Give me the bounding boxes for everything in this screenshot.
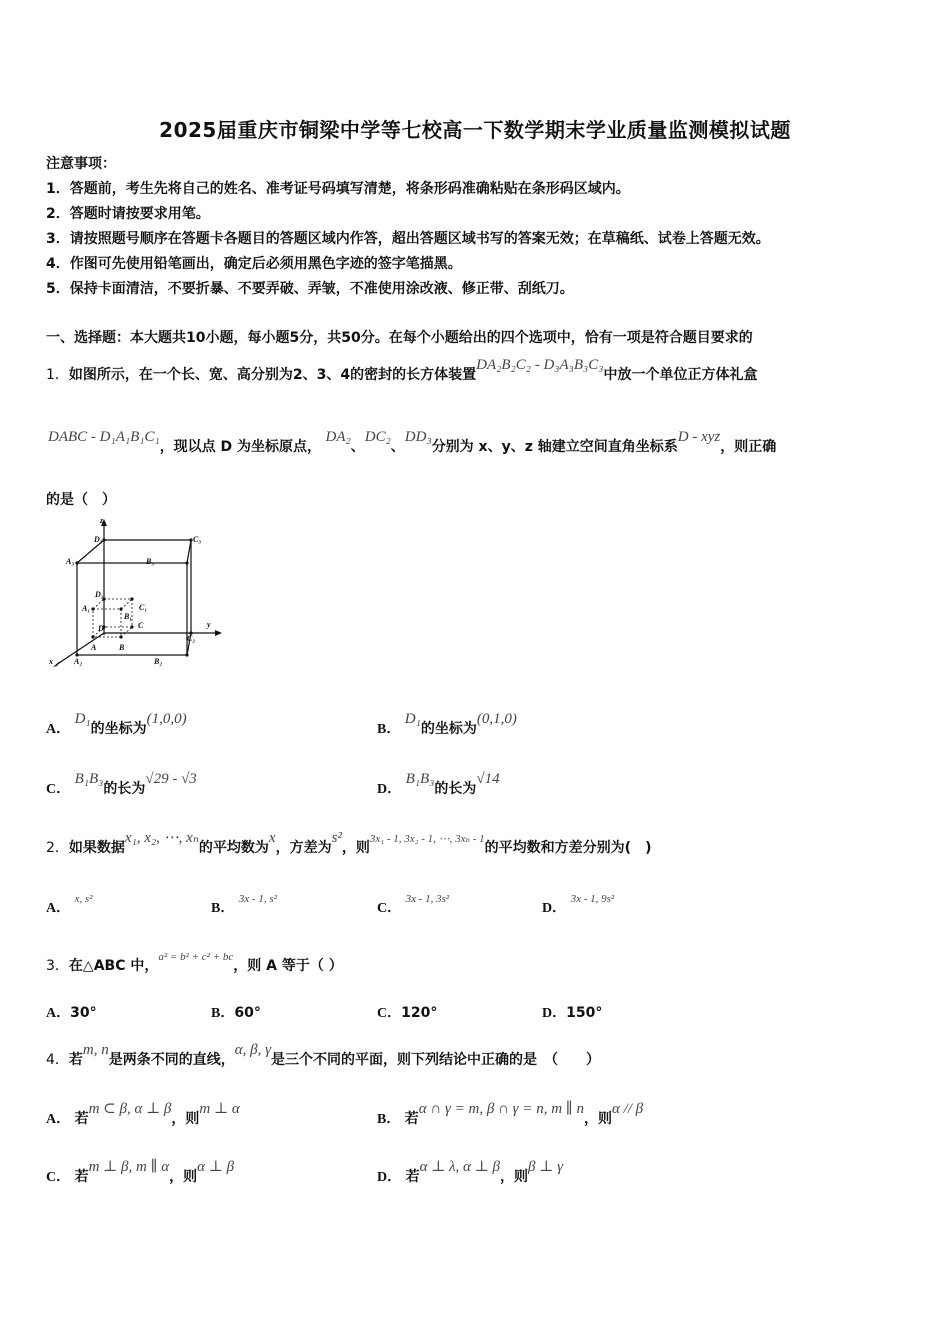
option-a[interactable] (46, 711, 187, 738)
option-text: 120° (401, 1005, 438, 1021)
math-expression: D₁ (74, 711, 91, 727)
question-1-line-1 (46, 357, 758, 384)
question-number: 1． (46, 367, 69, 383)
math-expression: DA₂B₂C₂ - D₃A₃B₃C₃ (476, 357, 604, 373)
math-expression: m, n (82, 1042, 109, 1058)
option-label: A． (46, 1006, 71, 1021)
math-expression: D₁ (404, 711, 421, 727)
option-text: 若 (74, 1111, 89, 1127)
question-2 (46, 830, 652, 857)
section-heading: 一、选择题：本大题共10小题，每小题5分，共50分。在每个小题给出的四个选项中，恰有一项是符合题目要求的 (46, 330, 753, 346)
question-text: 如图所示，在一个长、宽、高分别为2、3、4的密封的长方体装置 (68, 367, 477, 383)
option-label: C． (46, 1170, 71, 1185)
math-expression: (0,1,0) (476, 711, 517, 727)
option-label: B． (211, 901, 235, 916)
question-text: ，则 A 等于（ ） (233, 958, 343, 974)
point-label: D₃ (94, 535, 103, 544)
point-label: C₁ (139, 603, 148, 612)
option-label: D． (377, 782, 402, 797)
math-expression: 3x₁ - 1, 3x₂ - 1, ⋯, 3xₙ - 1 (369, 833, 485, 845)
point-label: A₁ (82, 604, 91, 613)
option-text: 若 (405, 1169, 420, 1185)
point-label: A₂ (74, 657, 83, 666)
math-expression: x (268, 830, 276, 846)
option-d[interactable] (377, 1159, 564, 1186)
option-text: 的长为 (103, 781, 146, 797)
option-label: B． (211, 1006, 235, 1021)
option-label: C． (377, 1006, 402, 1021)
question-text: ，方差为 (275, 840, 332, 856)
question-number: 2． (46, 840, 69, 856)
math-expression: D - xyz (677, 429, 721, 445)
option-text: 的长为 (434, 781, 477, 797)
question-3 (46, 951, 343, 975)
option-label: C． (377, 901, 402, 916)
notice-item: 2．答题时请按要求用笔。 (46, 206, 210, 222)
math-expression: DC₂ (364, 429, 391, 445)
math-expression: α, β, γ (234, 1042, 272, 1058)
math-expression: m ⊥ β, m ∥ α (88, 1159, 170, 1175)
question-text: ，则 (341, 840, 370, 856)
option-d[interactable] (542, 893, 615, 917)
option-text: 的坐标为 (90, 721, 147, 737)
point-label: A (91, 643, 97, 652)
math-expression: DD₃ (404, 429, 432, 445)
question-number: 4． (46, 1052, 69, 1068)
option-text: 150° (566, 1005, 603, 1021)
cuboid-figure (46, 515, 226, 670)
point-label: B₁ (124, 612, 133, 621)
option-b[interactable] (211, 1002, 261, 1022)
option-a[interactable] (46, 893, 93, 917)
axis-label: y (207, 620, 211, 629)
question-1-line-3: 的是（ ） (46, 492, 116, 508)
option-a[interactable] (46, 1101, 240, 1128)
separator: 、 (390, 439, 405, 455)
question-number: 3． (46, 958, 69, 974)
math-expression: 3x - 1, 3s² (405, 893, 450, 905)
option-text: ，则 (169, 1169, 198, 1185)
math-expression: x, s² (74, 893, 93, 905)
point-label: C₃ (193, 535, 202, 544)
option-label: A． (46, 1112, 71, 1127)
option-c[interactable] (46, 771, 197, 798)
math-expression: DA₂ (325, 429, 351, 445)
question-text: ，则正确 (720, 439, 777, 455)
math-expression: B₁B₃ (405, 771, 435, 787)
question-text: 是三个不同的平面，则下列结论中正确的是 （ ） (271, 1052, 601, 1068)
point-label: D (98, 624, 104, 633)
math-expression: √14 (476, 771, 500, 787)
option-label: D． (542, 1006, 567, 1021)
question-text: 是两条不同的直线， (108, 1052, 235, 1068)
point-label: D₁ (95, 590, 104, 599)
option-label: B． (377, 722, 401, 737)
math-expression: 3x - 1, s² (238, 893, 277, 905)
point-label: B (119, 643, 125, 652)
page-title: 2025届重庆市铜梁中学等七校高一下数学期末学业质量监测模拟试题 (159, 118, 791, 142)
notice-item: 5．保持卡面清洁，不要折暴、不要弄破、弄皱，不准使用涂改液、修正带、刮纸刀。 (46, 281, 574, 297)
question-text: 如果数据 (68, 840, 125, 856)
question-text: 在△ABC 中， (68, 958, 159, 974)
math-expression: s² (331, 830, 342, 846)
math-expression: α // β (611, 1101, 644, 1117)
option-c[interactable] (377, 893, 450, 917)
math-expression: DABC - D₁A₁B₁C₁ (48, 429, 160, 445)
option-text: 60° (234, 1005, 261, 1021)
notice-heading: 注意事项： (46, 156, 116, 172)
option-text: 若 (404, 1111, 419, 1127)
question-text: 的平均数和方差分别为( ) (484, 840, 652, 856)
notice-item: 4．作图可先使用铅笔画出，确定后必须用黑色字迹的签字笔描黑。 (46, 256, 462, 272)
option-label: B． (377, 1112, 401, 1127)
question-4 (46, 1042, 601, 1069)
option-b[interactable] (377, 1101, 644, 1128)
option-text: 若 (74, 1169, 89, 1185)
point-label: A₃ (66, 557, 75, 566)
math-expression: β ⊥ γ (528, 1159, 564, 1175)
option-c[interactable] (46, 1159, 235, 1186)
math-expression: (1,0,0) (146, 711, 187, 727)
option-label: C． (46, 782, 71, 797)
point-label: C (138, 621, 144, 630)
option-d[interactable] (377, 771, 500, 798)
option-c[interactable] (377, 1002, 437, 1022)
question-text: 中放一个单位正方体礼盒 (603, 367, 758, 383)
question-1-line-2 (48, 429, 777, 456)
axis-label: x (49, 657, 53, 666)
math-expression: m ⊂ β, α ⊥ β (88, 1101, 172, 1117)
question-text: 若 (68, 1052, 83, 1068)
axis-label: z (100, 516, 104, 525)
option-text: ，则 (500, 1169, 529, 1185)
option-b[interactable] (211, 893, 277, 917)
math-expression: 3x - 1, 9s² (570, 893, 615, 905)
math-expression: m ⊥ α (199, 1101, 240, 1117)
separator: 、 (350, 439, 365, 455)
question-text: ，现以点 D 为坐标原点， (159, 439, 322, 455)
option-text: ，则 (583, 1111, 612, 1127)
math-expression: α ⊥ λ, α ⊥ β (419, 1159, 501, 1175)
math-expression: α ⊥ β (197, 1159, 235, 1175)
math-expression: B₁B₃ (74, 771, 104, 787)
point-label: B₃ (146, 557, 155, 566)
notice-item: 3．请按照题号顺序在答题卡各题目的答题区域内作答，超出答题区域书写的答案无效；在草稿纸、试卷上答题无效。 (46, 231, 770, 247)
notice-item: 1．答题前，考生先将自己的姓名、准考证号码填写清楚，将条形码准确粘贴在条形码区域内。 (46, 181, 630, 197)
option-label: D． (377, 1170, 402, 1185)
option-label: D． (542, 901, 567, 916)
option-a[interactable] (46, 1002, 97, 1022)
question-text: 的平均数为 (198, 840, 269, 856)
option-b[interactable] (377, 711, 517, 738)
math-expression: a² = b² + c² + bc (158, 951, 234, 963)
option-label: A． (46, 722, 71, 737)
option-text: 30° (70, 1005, 97, 1021)
option-label: A． (46, 901, 71, 916)
math-expression: √29 - √3 (145, 771, 197, 787)
math-expression: x₁, x₂, ⋯, xₙ (124, 830, 199, 846)
point-label: B₂ (154, 657, 163, 666)
question-text: 分别为 x、y、z 轴建立空间直角坐标系 (431, 439, 678, 455)
math-expression: α ∩ γ = m, β ∩ γ = n, m ∥ n (418, 1101, 584, 1117)
option-d[interactable] (542, 1002, 602, 1022)
option-text: 的坐标为 (420, 721, 477, 737)
point-label: C₂ (187, 634, 196, 643)
option-text: ，则 (171, 1111, 200, 1127)
